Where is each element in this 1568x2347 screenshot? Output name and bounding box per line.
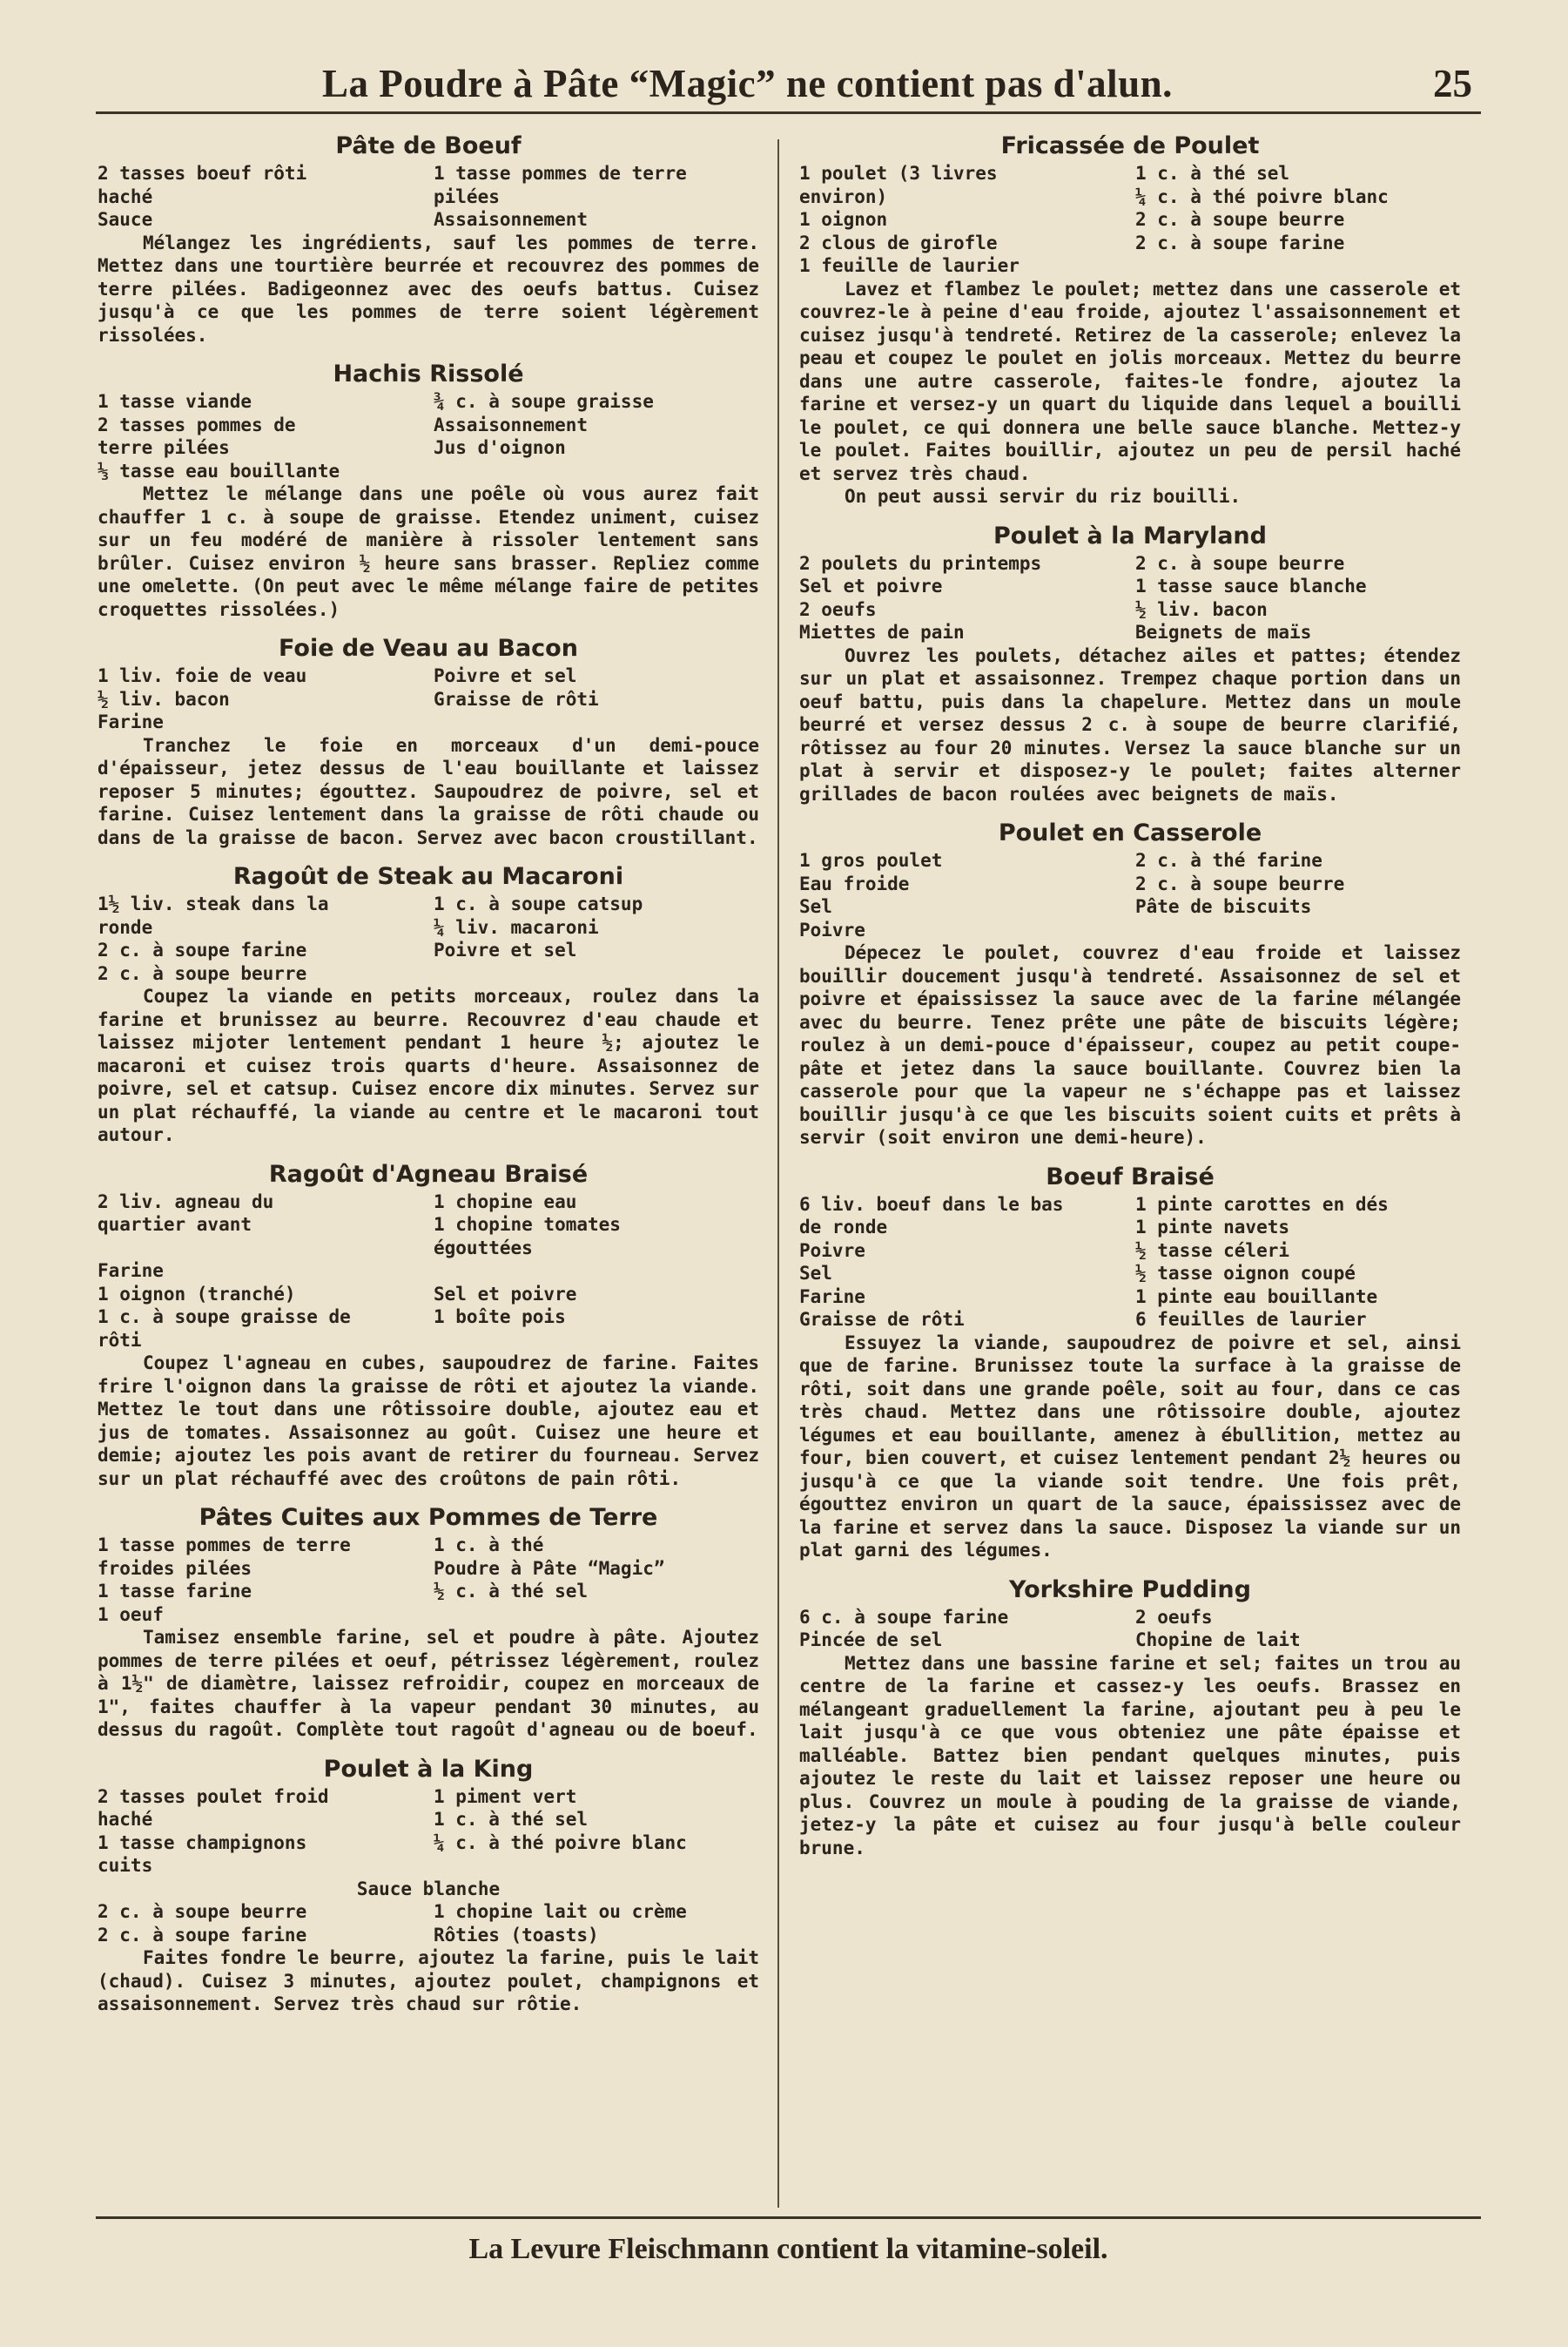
ingredient: 2 clous de girofle [799,232,998,253]
ingredient-list [799,552,1461,644]
page-number: 25 [1433,62,1472,105]
recipe-foie-de-veau-au-bacon [98,633,759,849]
ingredient: 2 c. à soupe beurre [1135,209,1345,230]
ingredient: Sel et poivre [434,1283,577,1305]
ingredient-list [98,1190,759,1352]
ingredient: Sel [799,1263,832,1284]
ingredient: 1 feuille de laurier [799,255,1020,276]
ingredient: 6 feuilles de laurier [1135,1309,1367,1330]
recipe-title: Poulet à la Maryland [993,522,1267,550]
ingredient [1135,919,1461,942]
ingredient: Sel et poivre [799,576,943,597]
header-title: La Poudre à Pâte “Magic” ne contient pas d'alun. [322,62,1173,105]
ingredient: Poivre [799,919,865,941]
ingredient [434,711,759,734]
ingredient-list [799,162,1461,278]
recipe-title: Poulet en Casserole [998,819,1262,846]
ingredient: 1 c. à soupe catsup ¼ liv. macaroni [434,894,643,938]
ingredient: Chopine de lait [1135,1629,1301,1650]
recipe-instructions: Tranchez le foie en morceaux d'un demi-pouce d'épaisseur, jetez dessus de l'eau bouillante et laissez reposer 5 minutes; égouttez. Saupoudrez de poivre, sel et farine. Cuisez lentement dans la graisse de rôti chaude ou dans de la graisse de bacon. Servez avec bacon croustillant. [98,734,759,848]
ingredient: 2 poulets du printemps [799,552,1042,574]
ingredient: Poivre et sel [434,665,577,686]
ingredient: 2 liv. agneau du quartier avant [98,1190,274,1235]
ingredient: ½ tasse céleri [1135,1239,1290,1261]
ingredient: 1 boîte pois [434,1306,566,1327]
recipe-pates-cuites-aux-pommes-de-terre [98,1502,759,1742]
ingredient: 1 tasse farine [98,1581,252,1602]
ingredient: Pincée de sel [799,1629,943,1650]
ingredient: ½ liv. bacon [98,688,230,710]
ingredient-list [98,1534,759,1626]
ingredient: ½ tasse oignon coupé [1135,1263,1356,1284]
ingredient: 1 tasse sauce blanche [1135,576,1367,597]
right-column [799,131,1461,1859]
ingredient: 1 pinte eau bouillante [1135,1285,1378,1307]
ingredient: 1 tasse viande [98,391,252,412]
recipe-instructions: Tamisez ensemble farine, sel et poudre à pâte. Ajoutez pommes de terre pilées et oeuf, pétrissez légèrement, roulez à 1½" de diamètre, laissez refroidir, coupez en morceaux de 1", faites chauffer à la vapeur pendant 30 minutes, au dessus du ragoût. Complète tout ragoût d'agneau ou de boeuf. [98,1627,759,1740]
ingredient [434,1259,759,1283]
ingredient: Farine [799,1285,865,1307]
recipe-title: Fricassée de Poulet [1000,132,1260,159]
recipe-title: Boeuf Braisé [1046,1163,1215,1190]
ingredient: Poivre [799,1239,865,1261]
ingredient: 1 oignon (tranché) [98,1283,296,1305]
ingredient-list [98,390,759,482]
ingredient: Miettes de pain [799,622,965,643]
column-divider [777,139,779,2208]
ingredient-list [98,1785,759,1878]
ingredient: 1 poulet (3 livres environ) [799,163,998,207]
recipe-title: Ragoût d'Agneau Braisé [268,1160,589,1188]
ingredient: ½ liv. bacon [1135,598,1268,620]
recipe-instructions: Ouvrez les poulets, détachez ailes et pattes; étendez sur un plat et assaisonnez. Trempez chaque portion dans un oeuf battu, puis dans la chapelure. Mettez dans un moule beurré et versez dessus 2 c. à soupe de beurre clarifié, rôtissez au four 20 minutes. Versez la sauce blanche sur un plat à servir et disposez-y le poulet; faites alterner grillades de bacon roulées avec beignets de maïs. [799,644,1461,805]
ingredient: ⅓ tasse eau bouillante [98,460,340,482]
ingredient-list [98,664,759,734]
ingredient [434,962,759,986]
recipe-instructions: Mettez le mélange dans une poêle où vous aurez fait chauffer 1 c. à soupe de graisse. Etendez uniment, cuisez sur un feu modéré de manière à rissoler lentement sans brûler. Cuisez environ ½ heure sans brasser. Repliez comme une omelette. (On peut avec le même mélange faire de petites croquettes rissolées.) [98,483,759,620]
ingredient: 2 c. à soupe beurre [1135,873,1345,894]
ingredient: 2 c. à soupe farine [1135,232,1345,253]
recipe-title: Foie de Veau au Bacon [279,635,578,662]
left-column [98,131,759,2016]
ingredient: 2 tasses boeuf rôti haché [98,163,307,207]
ingredient: 1 c. à thé sel ¼ c. à thé poivre blanc [1135,163,1389,207]
page-header [96,54,1481,114]
ingredient: 1 chopine lait ou crème [434,1901,687,1922]
recipe-instructions: Faites fondre le beurre, ajoutez la farine, puis le lait (chaud). Cuisez 3 minutes, ajoutez poulet, champignons et assaisonnement. Servez très chaud sur rôtie. [98,1947,760,2014]
recipe-pate-de-boeuf [98,131,759,347]
recipe-instructions: Coupez l'agneau en cubes, saupoudrez de farine. Faites frire l'oignon dans la graisse de rôti et ajoutez la viande. Mettez le tout dans une rôtissoire double, ajoutez eau et jus de tomates. Assaisonnez au goût. Cuisez une heure et demie; ajoutez les pois avant de retirer du fourneau. Servez sur un plat réchauffé avec des croûtons de pain rôti. [98,1352,759,1489]
ingredient: 2 c. à soupe beurre [1135,552,1345,574]
recipe-poulet-a-la-maryland [799,521,1461,806]
ingredient: 1 c. à soupe graisse de rôti [98,1306,351,1351]
ingredient: Beignets de maïs [1135,622,1312,643]
ingredient: 1 oignon [799,209,888,230]
ingredient: ¼ c. à thé poivre blanc [434,1831,687,1853]
ingredient: 1 tasse pommes de terre pilées [434,163,687,207]
ingredient-list [98,893,759,985]
recipe-instructions: Lavez et flambez le poulet; mettez dans une casserole et couvrez-le à peine d'eau froide, ajoutez l'assaisonnement et cuisez jusqu'à tendreté. Retirez de la casserole; enlevez la peau et coupez le poulet en jolis morceaux. Mettez du beurre dans une autre casserole, faites-le fondre, ajoutez la farine et versez-y un quart du liquide dans lequel a bouilli le poulet, ce qui donnera une belle sauce blanche. Mettez-y le poulet. Faites bouillir, ajoutez un peu de persil haché et servez très chaud. [799,278,1462,484]
ingredient [434,1603,759,1627]
recipe-title: Ragoût de Steak au Macaroni [232,863,624,890]
ingredient: 1 gros poulet [799,850,943,871]
ingredient: ½ c. à thé sel [434,1581,589,1602]
recipe-instructions: Dépecez le poulet, couvrez d'eau froide et laissez bouillir doucement jusqu'à tendreté. Assaisonnez de sel et poivre et épaississez la sauce avec de la farine mélangée avec du beurre. Tenez prête une pâte de biscuits légère; roulez à un demi-pouce d'épaisseur, coupez au petit coupe-pâte et jetez dans la sauce bouillante. Couvrez bien la casserole pour que la vapeur ne s'échappe pas et laissez bouillir jusqu'à ce que les biscuits soient cuits et prêts à servir (soit environ une demi-heure). [799,942,1461,1148]
ingredient: Sel [799,896,832,917]
ingredient: Assaisonnement Jus d'oignon [434,414,589,458]
ingredient [1135,254,1461,278]
ingredient: 1 piment vert 1 c. à thé sel [434,1785,589,1830]
recipe-poulet-en-casserole [799,818,1461,1150]
recipe-yorkshire-pudding [799,1575,1461,1860]
recipe-hachis-rissole [98,359,759,621]
ingredient-list [799,849,1461,941]
recipe-title: Poulet à la King [323,1755,534,1783]
ingredient: 6 liv. boeuf dans le bas de ronde [799,1193,1064,1238]
footer-text: La Levure Fleischmann contient la vitamine-soleil. [468,2233,1108,2265]
ingredient: 2 c. à soupe farine [98,940,307,961]
ingredient: 2 tasses pommes de terre pilées [98,414,296,458]
recipe-instructions: Coupez la viande en petits morceaux, roulez dans la farine et brunissez au beurre. Recouvrez d'eau chaude et laissez mijoter lentement pendant 1 heure ½; ajoutez le macaroni et cuisez trois quarts d'heure. Assaisonnez de poivre, sel et catsup. Cuisez encore dix minutes. Servez sur un plat réchauffé, la viande au centre et le macaroni tout autour. [98,986,759,1145]
ingredient: 1 oeuf [98,1603,164,1625]
ingredient-list [98,1900,759,1946]
ingredient: Graisse de rôti [434,688,599,710]
recipe-title: Yorkshire Pudding [1009,1575,1251,1603]
ingredient: Farine [98,712,164,732]
ingredient: Sauce [98,209,153,230]
ingredient: Rôties (toasts) [434,1924,599,1946]
ingredient: 1 tasse champignons cuits [98,1831,307,1876]
ingredient: 2 c. à soupe beurre [98,962,307,984]
ingredient: Pâte de biscuits [1135,896,1312,917]
ingredient [434,460,759,483]
ingredient: 2 c. à soupe beurre [98,1901,307,1922]
recipe-poulet-a-la-king [98,1754,759,2016]
recipe-instructions: Essuyez la viande, saupoudrez de poivre et sel, ainsi que de farine. Brunissez toute la surface à la graisse de rôti, soit dans une grande poêle, soit au four, dans ce cas très chaud. Mettez dans une rôtissoire double, ajoutez légumes et eau bouillante, amenez à ébullition, mettez au four, bien couvert, et cuisez lentement pendant 2½ heures ou jusqu'à ce que la viande soit tendre. Une fois prêt, égouttez environ un quart de la sauce, épaississez avec de la farine et servez dans la sauce. Disposez la viande sur un plat garni des légumes. [799,1332,1461,1561]
ingredient: 2 tasses poulet froid haché [98,1785,329,1830]
ingredient: Assaisonnement [434,209,589,230]
recipe-instructions: Mettez dans une bassine farine et sel; faites un trou au centre de la farine et cassez-y les oeufs. Brassez en mélangeant graduellement la farine, ajoutant peu à peu le lait jusqu'à ce que vous obteniez une pâte épaisse et malléable. Battez bien pendant quelques minutes, puis ajoutez le reste du lait et laissez reposer une heure ou plus. Couvrez un moule à pouding de la graisse de viande, jetez-y la pâte et cuisez au four jusqu'à belle couleur brune. [799,1652,1462,1858]
ingredient-list [799,1606,1461,1652]
ingredient: 6 c. à soupe farine [799,1606,1009,1628]
recipe-fricassee-de-poulet [799,131,1461,509]
recipe-ragout-de-steak-au-macaroni [98,861,759,1147]
page-footer [96,2216,1481,2266]
ingredient: 2 oeufs [799,598,877,620]
ingredient: Poivre et sel [434,940,577,961]
recipe-title: Pâtes Cuites aux Pommes de Terre [199,1504,658,1531]
recipe-instructions: On peut aussi servir du riz bouilli. [845,486,1242,507]
ingredient: 1 tasse pommes de terre froides pilées [98,1534,351,1579]
ingredient: Graisse de rôti [799,1309,965,1330]
ingredient: Farine [98,1260,164,1281]
ingredient: 1½ liv. steak dans la ronde [98,894,329,938]
ingredient: 1 pinte carottes en dés 1 pinte navets [1135,1193,1389,1238]
ingredient-list [799,1193,1461,1332]
ingredient: 2 c. à soupe farine [98,1924,307,1946]
recipe-ragout-d-agneau-braise [98,1159,759,1491]
ingredient-list [98,162,759,232]
ingredient: 1 chopine eau 1 chopine tomates égouttées [434,1190,621,1258]
ingredient: Eau froide [799,873,910,894]
ingredient: 1 c. à thé Poudre à Pâte “Magic” [434,1534,665,1579]
recipe-title: Pâte de Boeuf [335,132,522,159]
ingredient: 2 c. à thé farine [1135,850,1322,871]
ingredient: ¾ c. à soupe graisse [434,391,654,412]
recipe-instructions: Mélangez les ingrédients, sauf les pommes de terre. Mettez dans une tourtière beurrée et recouvrez des pommes de terre pilées. Badigeonnez avec des oeufs battus. Cuisez jusqu'à ce que les pommes de terre soient légèrement rissolées. [98,232,759,346]
recipe-boeuf-braise [799,1162,1461,1562]
ingredient: 2 oeufs [1135,1606,1213,1628]
ingredient: 1 liv. foie de veau [98,665,307,686]
ingredient-subheading: Sauce blanche [356,1878,501,1899]
recipe-title: Hachis Rissolé [333,361,524,388]
